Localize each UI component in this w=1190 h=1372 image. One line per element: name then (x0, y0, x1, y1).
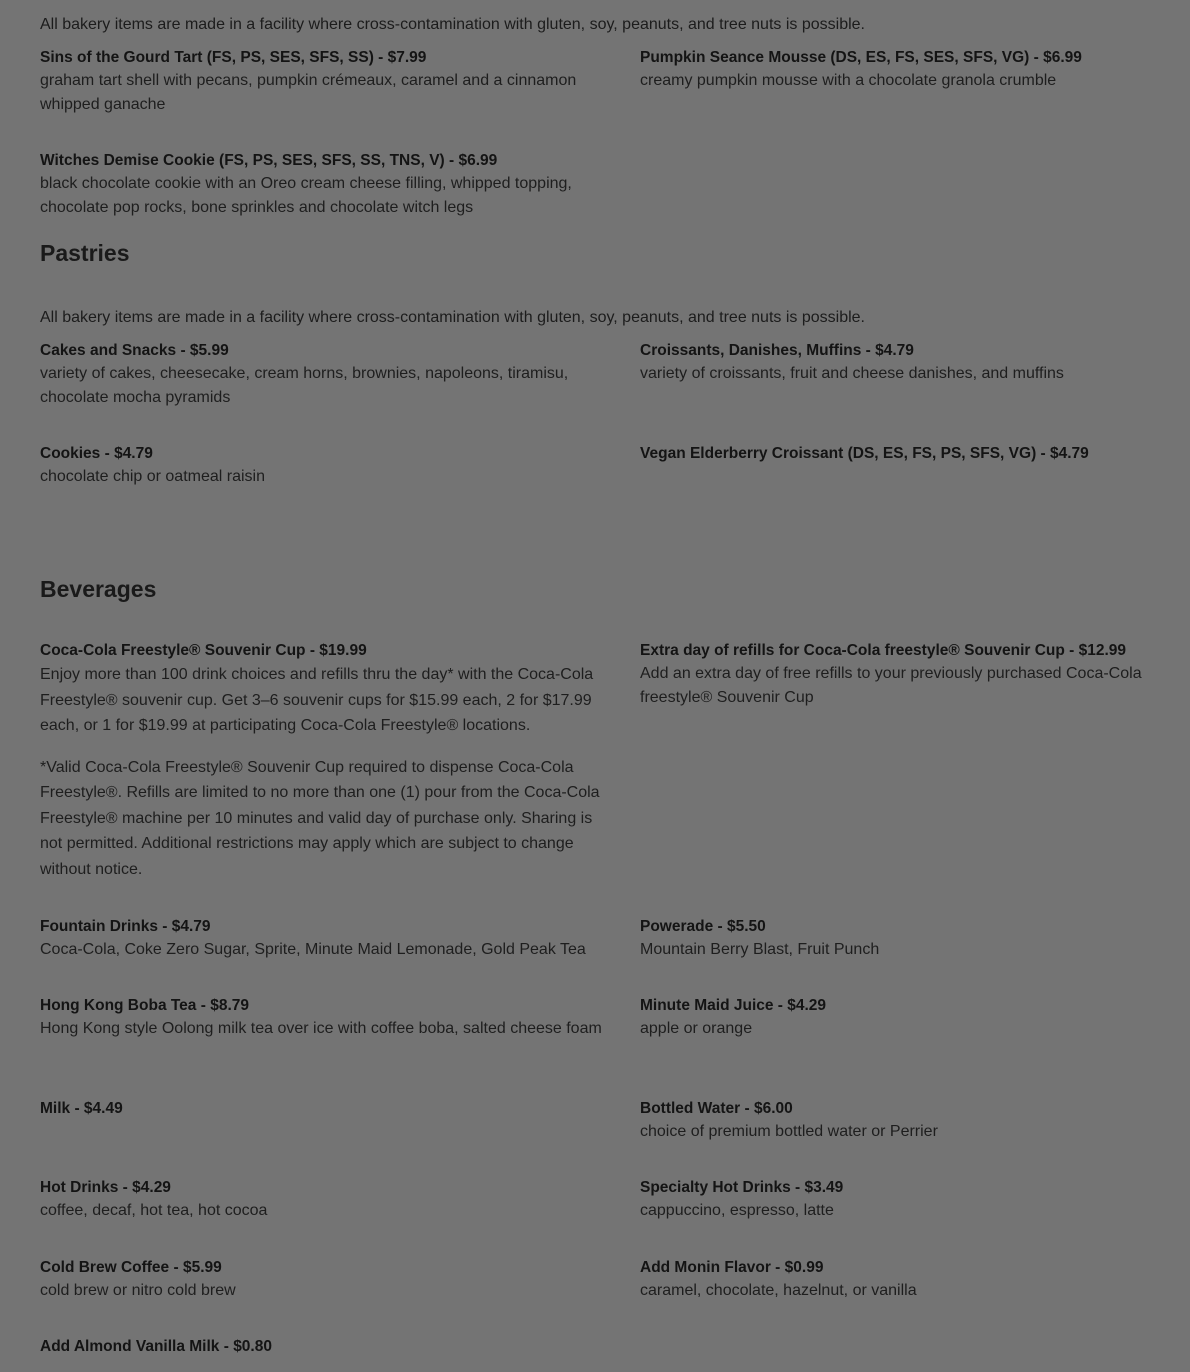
menu-item-title: Hot Drinks - $4.29 (40, 1179, 171, 1196)
menu-item (640, 1098, 1170, 1144)
menu-item-title: Cold Brew Coffee - $5.99 (40, 1259, 222, 1276)
menu-item-title: Pumpkin Seance Mousse (DS, ES, FS, SES, SFS, VG) - $6.99 (640, 49, 1082, 66)
menu-item-title: Add Almond Vanilla Milk - $0.80 (40, 1338, 272, 1355)
menu-item (40, 340, 610, 410)
menu-item (40, 1336, 610, 1358)
menu-item-description: cold brew or nitro cold brew (40, 1282, 236, 1299)
menu-item-title: Specialty Hot Drinks - $3.49 (640, 1179, 844, 1196)
menu-item-description: apple or orange (640, 1020, 753, 1037)
menu-item (40, 1177, 610, 1223)
menu-item (640, 995, 1170, 1041)
menu-item-title: Bottled Water - $6.00 (640, 1100, 793, 1117)
menu-item-description: cappuccino, espresso, latte (640, 1202, 834, 1219)
menu-item-title: Cakes and Snacks - $5.99 (40, 342, 229, 359)
menu-item-title: Cookies - $4.79 (40, 445, 153, 462)
menu-item-title: Add Monin Flavor - $0.99 (640, 1259, 824, 1276)
menu-item-description: Coca-Cola, Coke Zero Sugar, Sprite, Minute Maid Lemonade, Gold Peak Tea (40, 941, 586, 958)
menu-item-title: Croissants, Danishes, Muffins - $4.79 (640, 342, 914, 359)
section-heading-pastries: Pastries (40, 240, 130, 266)
menu-item (640, 340, 1170, 386)
menu-item (40, 47, 610, 117)
menu-item-description: chocolate chip or oatmeal raisin (40, 468, 266, 485)
menu-item-title: Powerade - $5.50 (640, 918, 766, 935)
menu-item-description: caramel, chocolate, hazelnut, or vanilla (640, 1282, 917, 1299)
menu-item-description: variety of cakes, cheesecake, cream horns, brownies, napoleons, tiramisu, chocolate mocha pyramids (40, 365, 569, 406)
menu-item (40, 1098, 610, 1120)
menu-item-title: Witches Demise Cookie (FS, PS, SES, SFS, SS, TNS, V) - $6.99 (40, 152, 498, 169)
menu-item-description: Add an extra day of free refills to your previously purchased Coca-Cola freestyle® Souvenir Cup (640, 665, 1142, 706)
menu-item (640, 640, 1170, 710)
menu-item-description: black chocolate cookie with an Oreo cream cheese filling, whipped topping, chocolate pop rocks, bone sprinkles and chocolate witch legs (40, 175, 572, 216)
menu-item-description: creamy pumpkin mousse with a chocolate granola crumble (640, 72, 1057, 89)
section-heading-beverages: Beverages (40, 576, 157, 602)
menu-item (40, 1257, 610, 1303)
menu-item (640, 1257, 1170, 1303)
menu-item-description: graham tart shell with pecans, pumpkin crémeaux, caramel and a cinnamon whipped ganache (40, 72, 577, 113)
menu-item-title: Minute Maid Juice - $4.29 (640, 997, 827, 1014)
menu-item (640, 916, 1170, 962)
souvenir-cup-disclaimer: *Valid Coca-Cola Freestyle® Souvenir Cup required to dispense Coca-Cola Freestyle®. Refills are limited to no more than one (1) pour from the Coca-Cola Freestyle® machine per 10 minutes and valid day of purchase only. Sharing is not permitted. Additional restrictions may apply which are subject to change without notice. (40, 758, 600, 878)
menu-item-description: coffee, decaf, hot tea, hot cocoa (40, 1202, 268, 1219)
menu-item-description: Hong Kong style Oolong milk tea over ice with coffee boba, salted cheese foam (40, 1020, 602, 1037)
menu-item-title: Fountain Drinks - $4.79 (40, 918, 211, 935)
menu-item-title: Hong Kong Boba Tea - $8.79 (40, 997, 249, 1014)
menu-item-title: Sins of the Gourd Tart (FS, PS, SES, SFS, SS) - $7.99 (40, 49, 427, 66)
menu-item-title: Coca-Cola Freestyle® Souvenir Cup - $19.99 (40, 642, 367, 659)
menu-item (40, 443, 610, 489)
menu-item-description: choice of premium bottled water or Perrier (640, 1123, 938, 1140)
menu-item (40, 150, 610, 220)
menu-item-description: Enjoy more than 100 drink choices and refills thru the day* with the Coca-Cola Freestyle® souvenir cup. Get 3–6 souvenir cups for $15.99 each, 2 for $17.99 each, or 1 for $19.99 at participating Coca-Cola Freestyle® locations. (40, 666, 594, 734)
menu-item (640, 47, 1170, 93)
menu-item (40, 640, 610, 882)
menu-item (40, 916, 610, 962)
menu-item-title: Vegan Elderberry Croissant (DS, ES, FS, PS, SFS, VG) - $4.79 (640, 445, 1089, 462)
menu-item-title: Extra day of refills for Coca-Cola freestyle® Souvenir Cup - $12.99 (640, 642, 1127, 659)
menu-item (640, 1177, 1170, 1223)
menu-item (640, 443, 1170, 465)
menu-item-description: variety of croissants, fruit and cheese danishes, and muffins (640, 365, 1064, 382)
allergen-note: All bakery items are made in a facility where cross-contamination with gluten, soy, peanuts, and tree nuts is possible. (40, 16, 865, 33)
menu-item-description: Mountain Berry Blast, Fruit Punch (640, 941, 880, 958)
menu-item (40, 995, 610, 1041)
menu-item-title: Milk - $4.49 (40, 1100, 123, 1117)
allergen-note: All bakery items are made in a facility where cross-contamination with gluten, soy, peanuts, and tree nuts is possible. (40, 309, 865, 326)
